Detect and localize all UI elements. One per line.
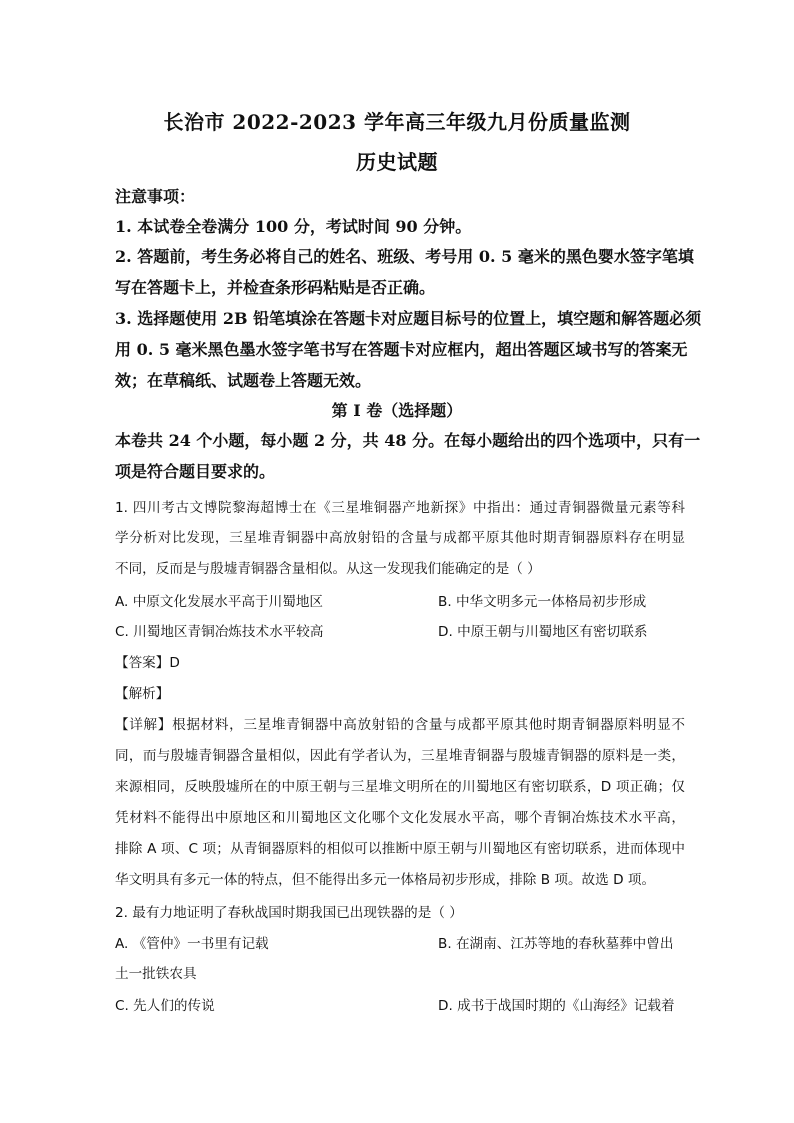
section-intro-line-1: 本卷共 24 个小题，每小题 2 分，共 48 分。在每小题给出的四个选项中，只有一: [115, 431, 701, 450]
q1-option-a: A. 中原文化发展水平高于川蜀地区: [115, 594, 324, 610]
notes-line-1: 1. 本试卷全卷满分 100 分，考试时间 90 分钟。: [115, 217, 472, 236]
q1-detail-line-3: 来源相同，反映殷墟所在的中原王朝与三星堆文明所在的川蜀地区有密切联系，D 项正确；仅: [115, 779, 685, 795]
q1-detail-line-1: 【详解】根据材料，三星堆青铜器中高放射铅的含量与成都平原其他时期青铜器原料明显不: [115, 717, 685, 733]
q1-detail-line-5: 排除 A 项、C 项；从青铜器原料的相似可以推断中原王朝与川蜀地区有密切联系，进而体现中: [115, 841, 685, 857]
q2-stem: 2. 最有力地证明了春秋战国时期我国已出现铁器的是（ ）: [115, 905, 463, 921]
exam-title: 长治市 2022-2023 学年高三年级九月份质量监测: [163, 110, 631, 134]
q1-detail-line-2: 同，而与殷墟青铜器含量相似，因此有学者认为，三星堆青铜器与殷墟青铜器的原料是一类，: [115, 748, 685, 764]
q1-stem-line-2: 学分析对比发现，三星堆青铜器中高放射铅的含量与成都平原其他时期青铜器原料存在明显: [115, 530, 685, 546]
section-intro-line-2: 项是符合题目要求的。: [115, 462, 276, 481]
notes-heading: 注意事项：: [115, 187, 196, 206]
q2-option-a: A. 《管仲》一书里有记载: [115, 936, 269, 952]
q1-detail-line-6: 华文明具有多元一体的特点，但不能得出多元一体格局初步形成，排除 B 项。故选 D 项。: [115, 872, 656, 888]
notes-line-5: 用 0. 5 毫米黑色墨水签字笔书写在答题卡对应框内，超出答题区域书写的答案无: [115, 340, 688, 359]
section-title: 第 I 卷（选择题）: [331, 401, 463, 420]
notes-line-3: 写在答题卡上，并检查条形码粘贴是否正确。: [115, 278, 436, 297]
q1-option-b: B. 中华文明多元一体格局初步形成: [438, 594, 647, 610]
q2-option-b: B. 在湖南、江苏等地的春秋墓葬中曾出: [438, 936, 674, 952]
notes-line-2: 2. 答题前，考生务必将自己的姓名、班级、考号用 0. 5 毫米的黑色婴水签字笔填: [115, 247, 694, 266]
q2-option-c: C. 先人们的传说: [115, 998, 215, 1014]
q1-stem-line-1: 1. 四川考古文博院黎海超博士在《三星堆铜器产地新探》中指出：通过青铜器微量元素等科: [115, 500, 685, 516]
q1-option-c: C. 川蜀地区青铜冶炼技术水平较高: [115, 624, 324, 640]
q1-analysis-heading: 【解析】: [115, 686, 170, 702]
q1-answer: 【答案】D: [115, 655, 180, 671]
q1-stem-line-3: 不同，反而是与殷墟青铜器含量相似。从这一发现我们能确定的是（ ）: [115, 561, 541, 577]
q1-detail-line-4: 凭材料不能得出中原地区和川蜀地区文化哪个文化发展水平高，哪个青铜冶炼技术水平高，: [115, 810, 685, 826]
q2-option-b-continued: 土一批铁农具: [115, 966, 197, 982]
notes-line-6: 效；在草稿纸、试题卷上答题无效。: [115, 371, 372, 390]
exam-subject-title: 历史试题: [356, 150, 438, 174]
q2-option-d: D. 成书于战国时期的《山海经》记载着: [438, 998, 675, 1014]
notes-line-4: 3. 选择题使用 2B 铅笔填涂在答题卡对应题目标号的位置上，填空题和解答题必须: [115, 309, 702, 328]
q1-option-d: D. 中原王朝与川蜀地区有密切联系: [438, 624, 648, 640]
